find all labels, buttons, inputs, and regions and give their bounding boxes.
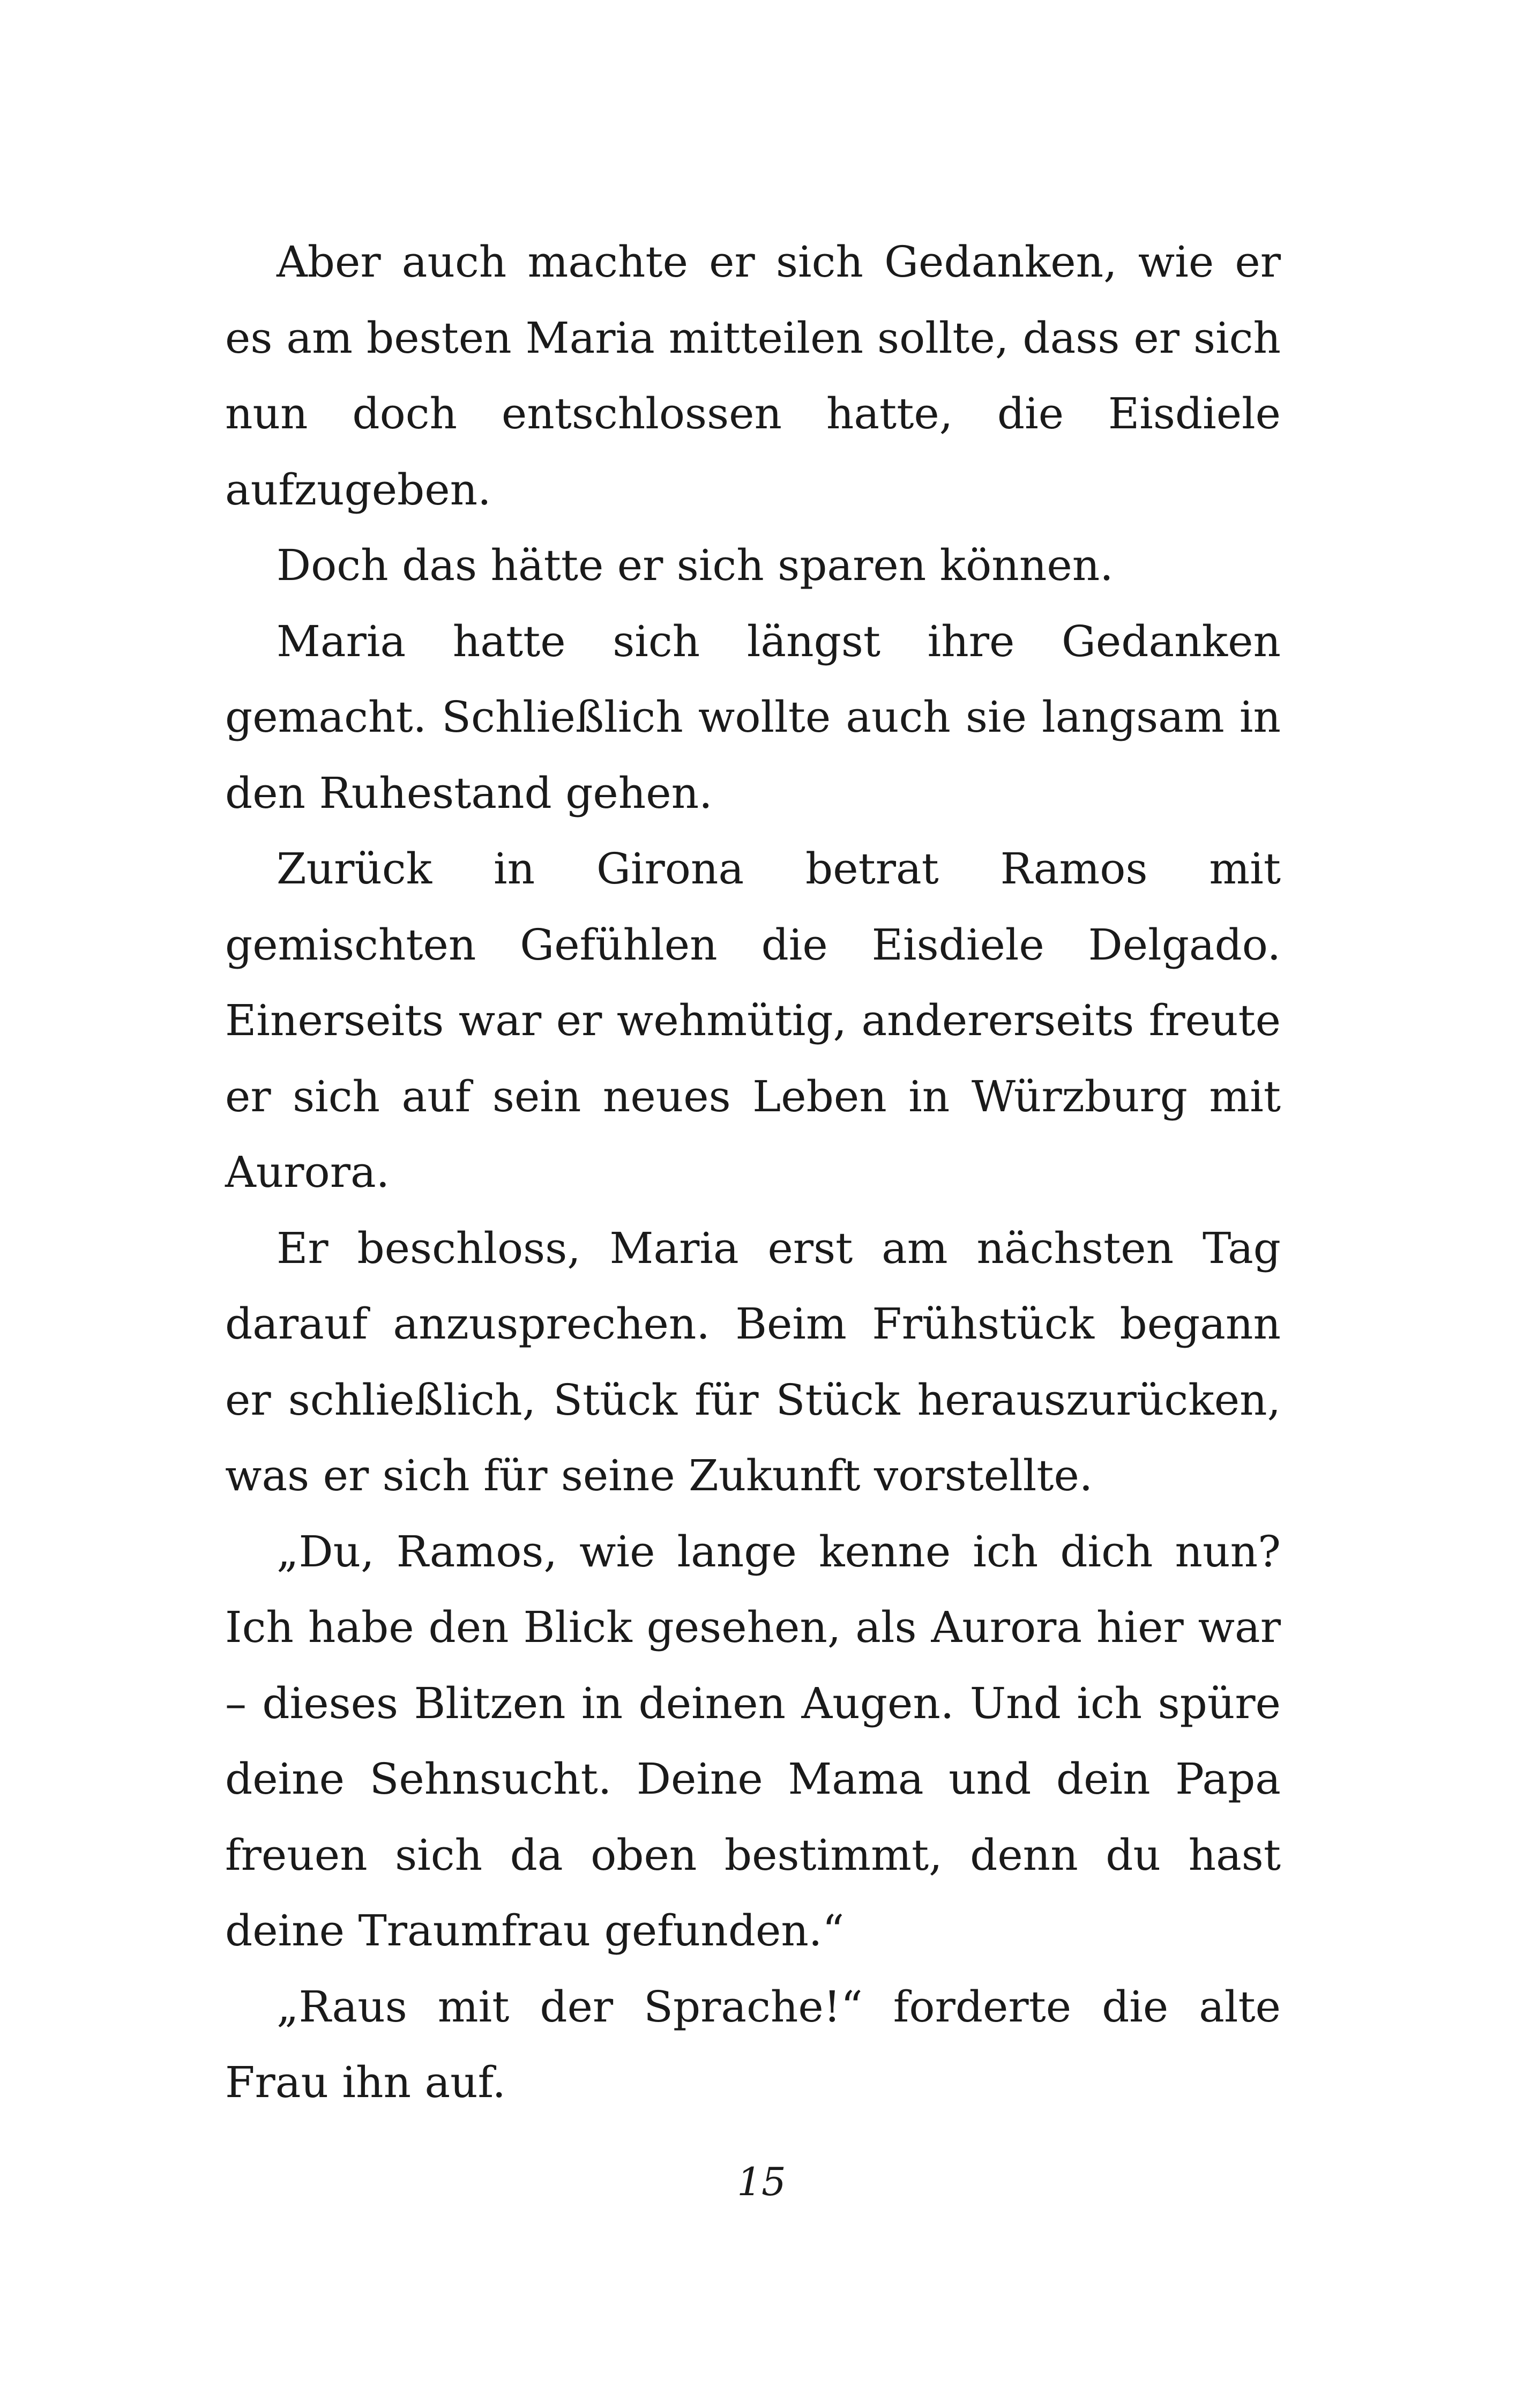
paragraph-2: Doch das hätte er sich sparen können. bbox=[277, 540, 1114, 590]
paragraph-3: Maria hatte sich längst ihre Gedanken gemacht. Schließlich wollte auch sie langsam in den Ruhestand gehen. bbox=[225, 616, 1281, 818]
paragraph-7: „Raus mit der Sprache!“ forderte die alte Frau ihn auf. bbox=[225, 1981, 1281, 2107]
paragraph-5: Er beschloss, Maria erst am nächsten Tag darauf anzusprechen. Beim Frühstück begann er schließlich, Stück für Stück herauszurücken, was er sich für seine Zukunft vorstellte. bbox=[225, 1223, 1281, 1500]
paragraph-6: „Du, Ramos, wie lange kenne ich dich nun? Ich habe den Blick gesehen, als Aurora hier war – dieses Blitzen in deinen Augen. Und ich spüre deine Sehnsucht. Deine Mama und dein Papa freuen sich da oben bestimmt, denn du hast deine Traumfrau gefunden.“ bbox=[225, 1526, 1281, 1956]
paragraph-1: Aber auch machte er sich Gedanken, wie er es am besten Maria mitteilen sollte, dass er sich nun doch entschlossen hatte, die Eisdiele aufzugeben. bbox=[225, 237, 1281, 515]
body-text bbox=[225, 224, 1281, 2121]
page-number: 15 bbox=[737, 2159, 786, 2204]
paragraph-4: Zurück in Girona betrat Ramos mit gemischten Gefühlen die Eisdiele Delgado. Einerseits war er wehmütig, andererseits freute er sich auf sein neues Leben in Würzburg mit Aurora. bbox=[225, 844, 1281, 1197]
